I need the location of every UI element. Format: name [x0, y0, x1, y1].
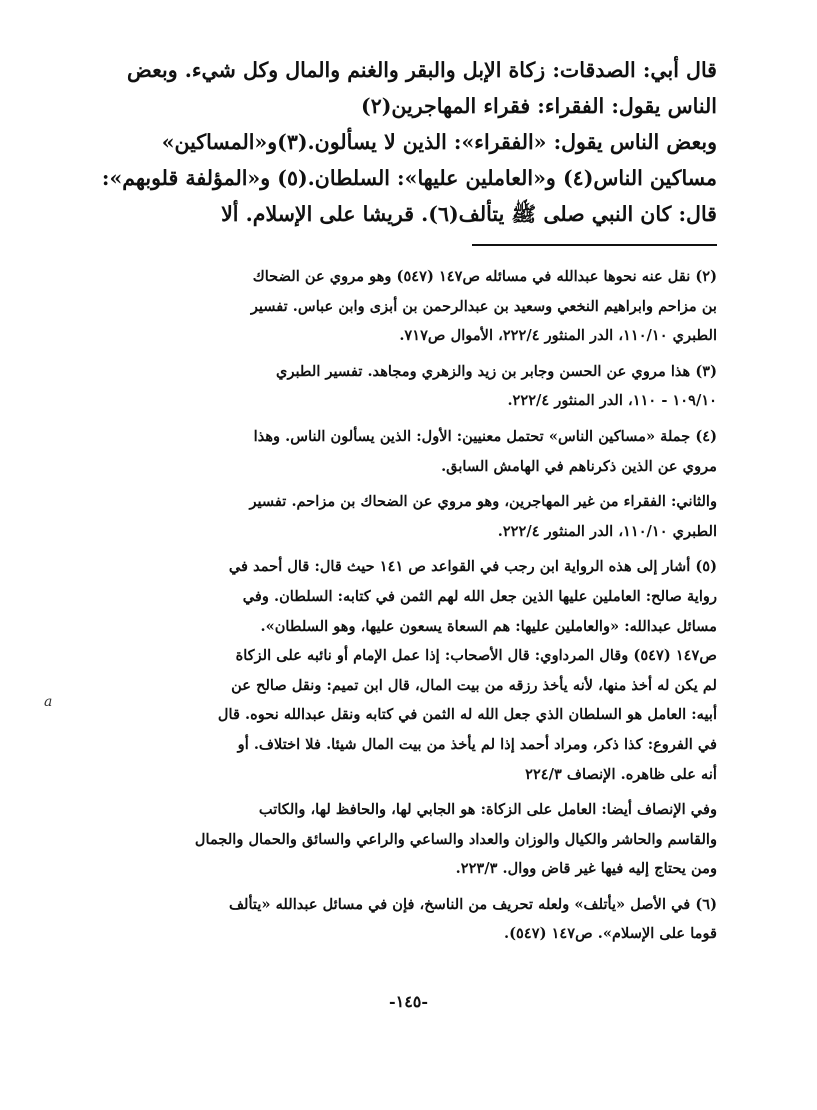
footnote-line: (٣) هذا مروي عن الحسن وجابر بن زيد والزهري ومجاهد. تفسير الطبري: [276, 362, 717, 380]
footnote-6: [77, 890, 717, 949]
footnote-line: قوما على الإسلام». ص١٤٧ (٥٤٧).: [504, 925, 717, 943]
footnote-line: وفي الإنصاف أيضا: العامل على الزكاة: هو الجابي لها، والحافظ لها، والكاتب: [258, 801, 717, 819]
footnote-line: بن مزاحم وابراهيم النخعي وسعيد بن عبدالرحمن بن أبزى وابن عباس. تفسير: [250, 297, 717, 315]
footnote-4: [77, 422, 717, 481]
footnote-line: (٢) نقل عنه نحوها عبدالله في مسائله ص١٤٧ (٥٤٧) وهو مروي عن الضحاك: [252, 268, 717, 285]
footnote-line: (٥) أشار إلى هذه الرواية ابن رجب في القواعد ص ١٤١ حيث قال: قال أحمد في: [228, 558, 717, 576]
footnote-line: ص١٤٧ (٥٤٧) وقال المرداوي: قال الأصحاب: إذا عمل الإمام أو نائبه على الزكاة: [235, 647, 717, 665]
footnote-line: مروي عن الذين ذكرناهم في الهامش السابق.: [441, 457, 717, 475]
footnote-line: أنه على ظاهره. الإنصاف ٢٢٤/٣: [525, 765, 717, 783]
footnote-3: [77, 357, 717, 416]
main-text-block: [77, 52, 717, 232]
main-text-line: مساكين الناس(٤) و«العاملين عليها»: السلطان.(٥) و«المؤلفة قلوبهم»:: [101, 166, 717, 190]
footnote-line: الطبري ١١٠/١٠، الدر المنثور ٢٢٢/٤، الأموال ص٧١٧.: [399, 327, 717, 345]
footnote-2: [77, 262, 717, 351]
footnote-line: رواية صالح: العاملين عليها الذين جعل الله لهم الثمن في كتابه: السلطان. وفي: [242, 587, 717, 605]
footnote-line: ومن يحتاج إليه فيها غير قاض ووال. ٢٢٣/٣.: [455, 860, 717, 878]
main-text-line: الناس يقول: الفقراء: فقراء المهاجرين(٢): [361, 94, 717, 118]
footnote-5-insaf: [77, 795, 717, 884]
main-text-line: قال أبي: الصدقات: زكاة الإبل والبقر والغنم والمال وكل شيء. وبعض: [127, 58, 717, 82]
footnote-line: في الفروع: كذا ذكر، ومراد أحمد إذا لم يأخذ من بيت المال شيئا. فلا اختلاف. أو: [237, 735, 717, 753]
footnote-line: والقاسم والحاشر والكيال والوزان والعداد والساعي والراعي والسائق والحمال والجمال: [194, 830, 717, 848]
page-number: -١٤٥-: [388, 992, 429, 1011]
footnote-4-second-meaning: [77, 487, 717, 546]
footnote-line: ١٠٩/١٠ - ١١٠، الدر المنثور ٢٢٢/٤.: [507, 392, 717, 410]
footnote-line: مسائل عبدالله: «والعاملين عليها: هم السعاة يسعون عليها، وهو السلطان».: [260, 617, 717, 635]
footnotes-block: [77, 262, 717, 955]
footnote-line: الطبري ١١٠/١٠، الدر المنثور ٢٢٢/٤.: [497, 522, 717, 540]
footnote-line: (٤) جملة «مساكين الناس» تحتمل معنيين: الأول: الذين يسألون الناس. وهذا: [253, 427, 717, 445]
footnote-line: لم يكن له أخذ منها، لأنه يأخذ رزقه من بيت المال، قال ابن تميم: ونقل صالح عن: [231, 676, 717, 694]
main-text-line: قال: كان النبي صلى ﷺ يتألف(٦). قريشا على الإسلام. ألا: [221, 202, 717, 226]
main-text-line: وبعض الناس يقول: «الفقراء»: الذين لا يسألون.(٣)و«المساكين»: [161, 130, 717, 154]
footnote-divider: [472, 244, 717, 246]
footnote-line: (٦) في الأصل «يأتلف» ولعله تحريف من الناسخ، فإن في مسائل عبدالله «يتألف: [228, 895, 717, 913]
footnote-line: أبيه: العامل هو السلطان الذي جعل الله له الثمن في كتابه ونقل عبدالله نحوه. قال: [217, 706, 717, 724]
footnote-5: [77, 552, 717, 789]
margin-mark: a: [44, 694, 53, 710]
footnote-line: والثاني: الفقراء من غير المهاجرين، وهو مروي عن الضحاك بن مزاحم. تفسير: [249, 493, 717, 511]
